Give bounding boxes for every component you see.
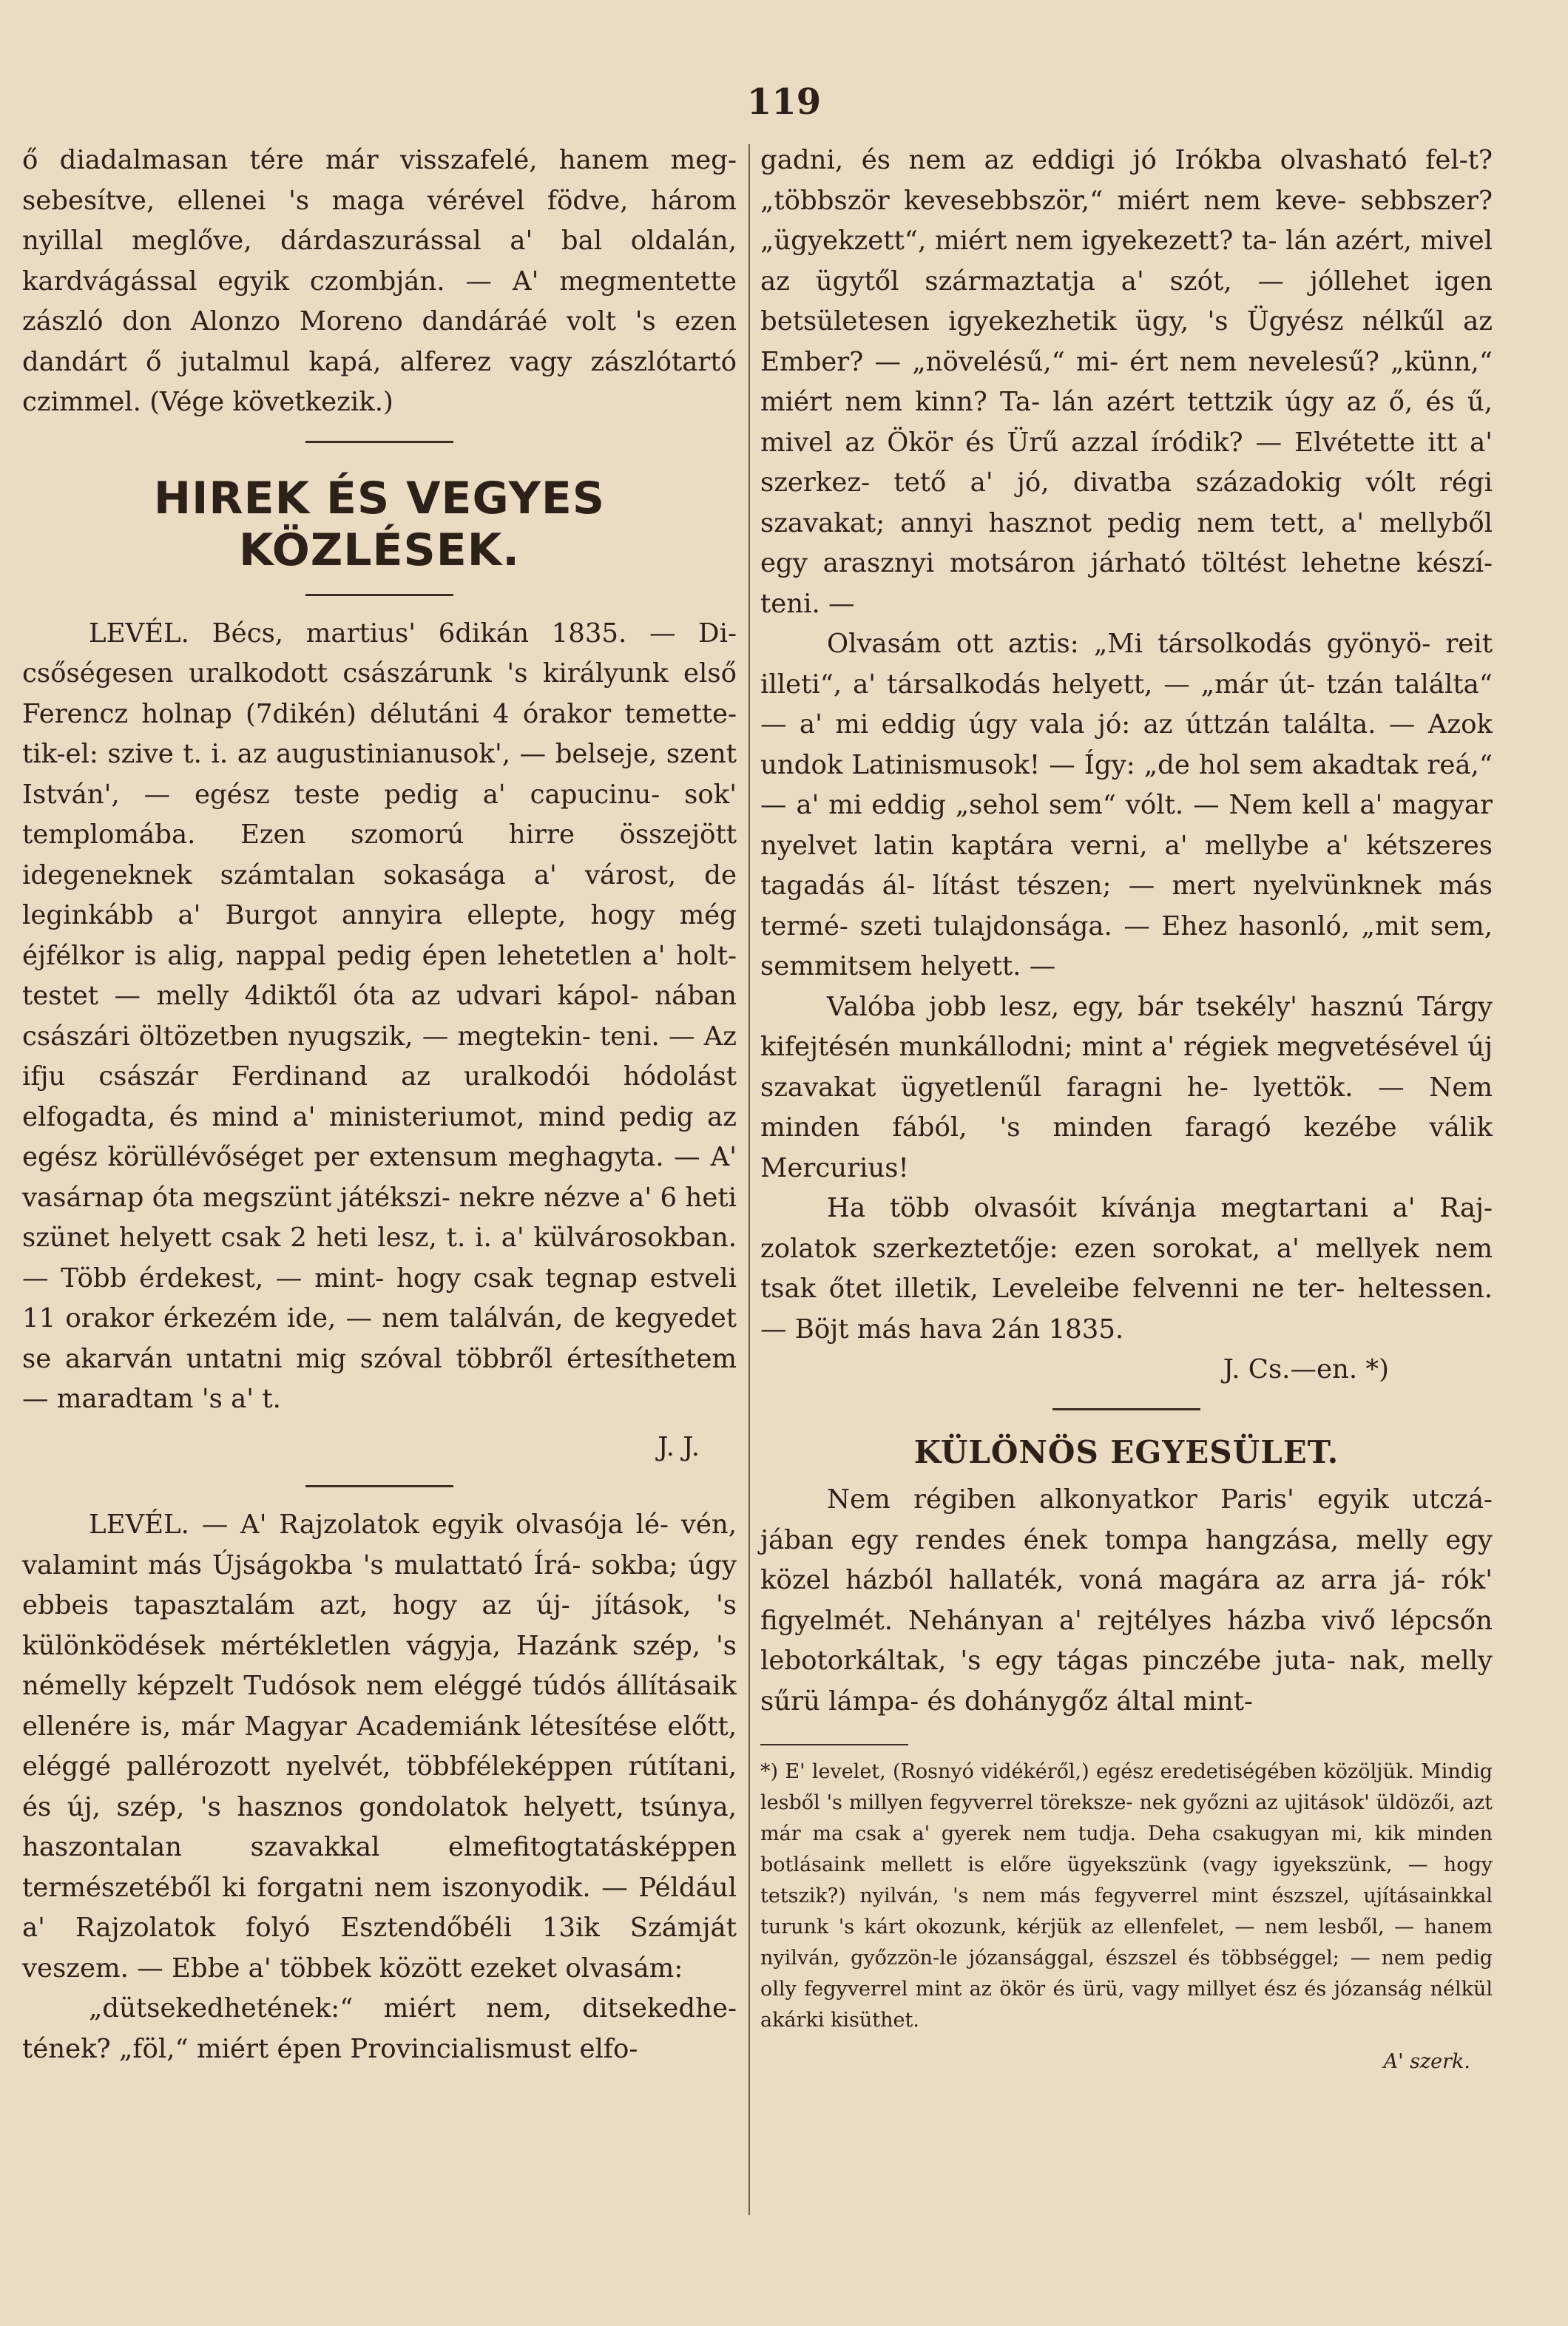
letter-reader: LEVÉL. — A' Rajzolatok egyik olvasója lé- vén, valamint más Újságokba 's mulattató Írá- sokba; úgy ebbeis tapasztalám azt, hogy az új- jítások, 's különködések mértékletlen vágyja, Hazánk szép, 's némelly képzelt Tudósok nem eléggé túdós állításaik ellenére is, már Magyar Academiánk létesítése előtt, eléggé pallérozott nyelvét, többféleképpen rútítani, és új, szép, 's hasznos gondolatok helyett, tsúnya, haszontalan szavakkal elmefitogtatásképpen természetéből ki forgatni nem iszonyodik. — Például a' Rajzolatok folyó Esztendőbéli 13ik Számját veszem. — Ebbe a' többek között ezeket olvasám:	[22, 1509, 737, 1984]
footnote-rule	[760, 1744, 908, 1745]
news-section-heading: HIREK ÉS VEGYES KÖZLÉSEK.	[153, 472, 606, 576]
letter-vienna-signature: J. J.	[658, 1431, 700, 1462]
letter-continuation: gadni, és nem az eddigi jó Irókba olvasható fel-t? „többször kevesebbször,“ miért nem keve- sebbszer? „ügyekzett“, miért nem igyekezett? ta- lán azért, mivel az ügytől származtatja a' szót, — jóllehet igen betsületesen igyekezhetik ügy, 's Ügyész nélkűl az Ember? — „növelésű,“ mi- ért nem nevelesű? „künn,“ miért nem kinn? Ta- lán azért tettzik úgy az ő, és ű, mivel az Ökör és Ürű azzal íródik? — Elvétette itt a' szerkez- tető a' jó, divatba századokig vólt régi szavakat; annyi hasznot pedig nem tett, a' mellyből egy arasznyi motsáron járható töltést lehetne készí- teni. —	[760, 145, 1493, 619]
page-number: 119	[746, 81, 822, 123]
heading-rule	[305, 594, 453, 596]
article-paragraph: Nem régiben alkonyatkor Paris' egyik utczá- jában egy rendes ének tompa hangzása, melly egy közel házból hallaték, voná magára az arra já- rók' figyelmét. Nehányan a' rejtélyes házba vivő lépcsőn lebotorkáltak, 's egy tágas pinczébe juta- nak, melly sűrü lámpa- és dohánygőz által mint-	[760, 1484, 1493, 1717]
article-separator-rule	[1052, 1408, 1200, 1410]
letter-paragraph-closing: Ha több olvasóit kívánja megtartani a' Raj- zolatok szerkeztetője: ezen sorokat, a' mellyek nem tsak őtet illetik, Leveleibe felvenni ne ter- heltessen. — Böjt más hava 2án 1835.	[760, 1193, 1493, 1345]
section-rule	[305, 441, 453, 443]
letter-reader-signature: J. Cs.—en. *)	[1223, 1354, 1389, 1385]
article-heading: KÜLÖNÖS EGYESÜLET.	[913, 1433, 1339, 1470]
left-column	[22, 141, 737, 2069]
letter-reader-continued: „dütsekedhetének:“ miért nem, ditsekedhe- tének? „föl,“ miért épen Provincialismust elfo-	[22, 1993, 737, 2064]
letter-paragraph-latinisms: Olvasám ott aztis: „Mi társolkodás gyönyö- reit illeti“, a' társalkodás helyett, — „már út- tzán találta“ — a' mi eddig úgy vala jó: az úttzán találta. — Azok undok Latinismusok! — Így: „de hol sem akadtak reá,“ — a' mi eddig „sehol sem“ vólt. — Nem kell a' magyar nyelvet latin kaptára verni, a' mellybe a' kétszeres tagadás ál- lítást tészen; — mert nyelvünknek más termé- szeti tulajdonsága. — Ehez hasonló, „mit sem, semmitsem helyett. —	[760, 629, 1493, 981]
story-ending-paragraph: ő diadalmasan tére már visszafelé, hanem meg- sebesítve, ellenei 's maga vérével födve, három nyillal meglőve, dárdaszurással a' bal oldalán, kardvágással egyik czombján. — A' megmentette zászló don Alonzo Moreno dandáráé volt 's ezen dandárt ő jutalmul kapá, alferez vagy zászlótartó czimmel. (Vége következik.)	[22, 145, 737, 417]
letter-paragraph-mercurius: Valóba jobb lesz, egy, bár tsekély' hasznú Tárgy kifejtésén munkállodni; mint a' régiek megvetésével új szavakat ügyetlenűl faragni he- lyettök. — Nem minden fából, 's minden faragó kezébe válik Mercurius!	[760, 991, 1493, 1183]
footnote-signature: A' szerk.	[1383, 2050, 1470, 2073]
column-divider	[748, 144, 750, 2215]
right-column	[760, 141, 1493, 2083]
letter-separator-rule	[305, 1485, 453, 1487]
footnote: *) E' levelet, (Rosnyó vidékéről,) egész eredetiségében közöljük. Mindig lesből 's millyen fegyverrel töreksze- nek győzni az ujitások' üldözői, azt már ma csak a' gyerek nem tudja. Deha csakugyan mi, kik minden botlásaink mellett is előre ügyekszünk (vagy igyekszünk, — hogy tetszik?) nyilván, 's nem más fegyverrel mint észszel, ujításainkkal turunk 's kárt okozunk, kérjük az ellenfelet, — nem lesből, — hanem nyilván, győzzön-le józansággal, észszel és többséggel; — nem pedig olly fegyverrel mint az ökör és ürü, vagy millyet ész és józanság nélkül akárki kisüthet.	[760, 1760, 1493, 2032]
letter-vienna: LEVÉL. Bécs, martius' 6dikán 1835. — Di- csőségesen uralkodott császárunk 's királyunk első Ferencz holnap (7dikén) délutáni 4 órakor temette- tik-el: szive t. i. az augustinianusok', — belseje, szent István', — egész teste pedig a' capucinu- sok' templomába. Ezen szomorú hirre összejött idegeneknek számtalan sokasága a' várost, de leginkább a' Burgot annyira ellepte, hogy még éjfélkor is alig, nappal pedig épen lehetetlen a' holt-testet — melly 4diktől óta az udvari kápol- nában császári öltözetben nyugszik, — megtekin- teni. — Az ifju császár Ferdinand az uralkodói hódolást elfogadta, és mind a' ministeriumot, mind pedig az egész körüllévőséget per extensum meghagyta. — A' vasárnap óta megszünt játékszi- nekre nézve a' 6 heti szünet helyett csak 2 heti lesz, t. i. a' külvárosokban. — Több érdekest, — mint- hogy csak tegnap estveli 11 orakor érkezém ide, — nem találván, de kegyedet se akarván untatni mig szóval többről értesíthetem — maradtam 's a' t.	[22, 618, 737, 1414]
